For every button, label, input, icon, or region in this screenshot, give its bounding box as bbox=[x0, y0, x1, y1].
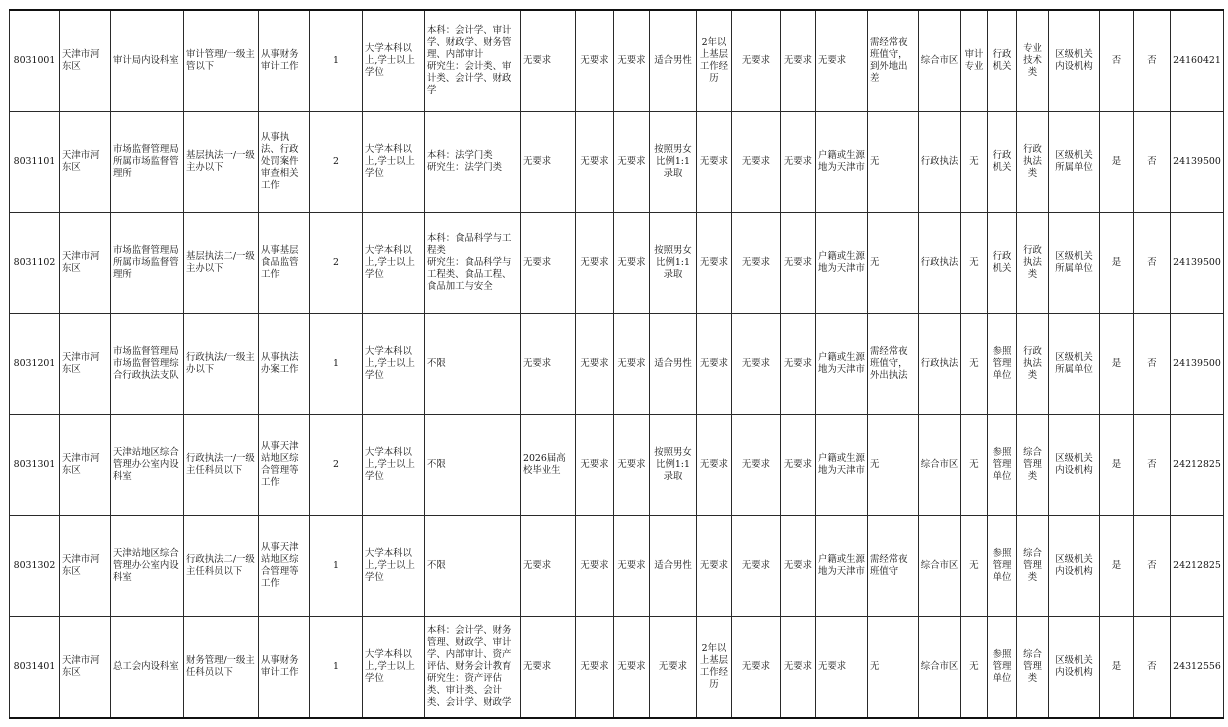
duties-cell: 从事天津站地区综合管理等工作 bbox=[259, 415, 310, 516]
flag-cell: 否 bbox=[1134, 10, 1171, 112]
district-cell: 天津市河东区 bbox=[60, 112, 111, 213]
other-conditions-cell: 无 bbox=[868, 617, 919, 719]
headcount-cell: 2 bbox=[310, 415, 363, 516]
flag-cell: 是 bbox=[1100, 213, 1134, 314]
exam-category-cell: 综合市区 bbox=[919, 516, 961, 617]
position-name-cell: 基层执法二/一级主办以下 bbox=[184, 213, 259, 314]
work-experience-cell: 无要求 bbox=[697, 314, 732, 415]
flag-cell: 是 bbox=[1100, 617, 1134, 719]
education-cell: 大学本科以上,学士以上学位 bbox=[363, 415, 425, 516]
other-conditions-cell: 无 bbox=[868, 112, 919, 213]
position-code-cell: 8031001 bbox=[10, 10, 60, 112]
table-row bbox=[10, 112, 1224, 213]
exam-category-cell: 综合市区 bbox=[919, 617, 961, 719]
organization-type-cell: 行政机关 bbox=[988, 112, 1017, 213]
requirement-cell: 无要求 bbox=[614, 112, 650, 213]
graduate-requirement-cell: 无要求 bbox=[521, 617, 576, 719]
major-requirement-cell: 不限 bbox=[425, 516, 521, 617]
organization-type-cell: 参照管理单位 bbox=[988, 314, 1017, 415]
position-code-cell: 8031102 bbox=[10, 213, 60, 314]
district-cell: 天津市河东区 bbox=[60, 314, 111, 415]
major-requirement-cell: 不限 bbox=[425, 314, 521, 415]
household-requirement-cell: 户籍或生源地为天津市 bbox=[816, 314, 868, 415]
flag-cell: 否 bbox=[1134, 516, 1171, 617]
other-conditions-cell: 无 bbox=[868, 415, 919, 516]
household-requirement-cell: 无要求 bbox=[816, 617, 868, 719]
flag-cell: 否 bbox=[1100, 10, 1134, 112]
contact-phone-cell: 24212825 bbox=[1171, 415, 1224, 516]
work-experience-cell: 2年以上基层工作经历 bbox=[697, 617, 732, 719]
exam-category-cell: 行政执法 bbox=[919, 112, 961, 213]
requirement-cell: 无要求 bbox=[732, 10, 781, 112]
district-cell: 天津市河东区 bbox=[60, 10, 111, 112]
organization-type-cell: 参照管理单位 bbox=[988, 516, 1017, 617]
table-row bbox=[10, 314, 1224, 415]
household-requirement-cell: 户籍或生源地为天津市 bbox=[816, 112, 868, 213]
contact-phone-cell: 24139500 bbox=[1171, 314, 1224, 415]
professional-exam-cell: 无 bbox=[961, 617, 988, 719]
unit-level-cell: 区级机关内设机构 bbox=[1049, 415, 1100, 516]
position-category-cell: 专业技术类 bbox=[1017, 10, 1049, 112]
duties-cell: 从事财务审计工作 bbox=[259, 617, 310, 719]
district-cell: 天津市河东区 bbox=[60, 415, 111, 516]
gender-requirement-cell: 无要求 bbox=[650, 617, 697, 719]
position-name-cell: 行政执法一/一级主任科员以下 bbox=[184, 415, 259, 516]
requirement-cell: 无要求 bbox=[614, 617, 650, 719]
requirement-cell: 无要求 bbox=[732, 112, 781, 213]
gender-requirement-cell: 按照男女比例1:1录取 bbox=[650, 415, 697, 516]
graduate-requirement-cell: 2026届高校毕业生 bbox=[521, 415, 576, 516]
professional-exam-cell: 无 bbox=[961, 112, 988, 213]
professional-exam-cell: 审计专业 bbox=[961, 10, 988, 112]
duties-cell: 从事财务审计工作 bbox=[259, 10, 310, 112]
recruiting-unit-cell: 天津站地区综合管理办公室内设科室 bbox=[111, 415, 184, 516]
position-category-cell: 综合管理类 bbox=[1017, 617, 1049, 719]
district-cell: 天津市河东区 bbox=[60, 516, 111, 617]
district-cell: 天津市河东区 bbox=[60, 213, 111, 314]
graduate-requirement-cell: 无要求 bbox=[521, 10, 576, 112]
exam-category-cell: 综合市区 bbox=[919, 10, 961, 112]
work-experience-cell: 无要求 bbox=[697, 415, 732, 516]
organization-type-cell: 参照管理单位 bbox=[988, 415, 1017, 516]
requirement-cell: 无要求 bbox=[614, 314, 650, 415]
position-name-cell: 审计管理/一级主管以下 bbox=[184, 10, 259, 112]
requirement-cell: 无要求 bbox=[781, 516, 816, 617]
household-requirement-cell: 无要求 bbox=[816, 10, 868, 112]
position-code-cell: 8031301 bbox=[10, 415, 60, 516]
district-cell: 天津市河东区 bbox=[60, 617, 111, 719]
unit-level-cell: 区级机关所属单位 bbox=[1049, 112, 1100, 213]
requirement-cell: 无要求 bbox=[732, 617, 781, 719]
recruiting-unit-cell: 总工会内设科室 bbox=[111, 617, 184, 719]
exam-category-cell: 行政执法 bbox=[919, 314, 961, 415]
work-experience-cell: 无要求 bbox=[697, 213, 732, 314]
unit-level-cell: 区级机关所属单位 bbox=[1049, 213, 1100, 314]
professional-exam-cell: 无 bbox=[961, 516, 988, 617]
work-experience-cell: 2年以上基层工作经历 bbox=[697, 10, 732, 112]
requirement-cell: 无要求 bbox=[781, 213, 816, 314]
unit-level-cell: 区级机关内设机构 bbox=[1049, 617, 1100, 719]
major-requirement-cell: 本科：法学门类 研究生：法学门类 bbox=[425, 112, 521, 213]
recruiting-unit-cell: 市场监督管理局所属市场监督管理所 bbox=[111, 112, 184, 213]
contact-phone-cell: 24160421 bbox=[1171, 10, 1224, 112]
table-row bbox=[10, 415, 1224, 516]
requirement-cell: 无要求 bbox=[576, 314, 614, 415]
requirement-cell: 无要求 bbox=[614, 213, 650, 314]
education-cell: 大学本科以上,学士以上学位 bbox=[363, 112, 425, 213]
position-code-cell: 8031101 bbox=[10, 112, 60, 213]
education-cell: 大学本科以上,学士以上学位 bbox=[363, 314, 425, 415]
position-code-cell: 8031201 bbox=[10, 314, 60, 415]
professional-exam-cell: 无 bbox=[961, 415, 988, 516]
recruiting-unit-cell: 天津站地区综合管理办公室内设科室 bbox=[111, 516, 184, 617]
position-category-cell: 行政执法类 bbox=[1017, 314, 1049, 415]
graduate-requirement-cell: 无要求 bbox=[521, 516, 576, 617]
recruitment-table bbox=[9, 9, 1224, 719]
graduate-requirement-cell: 无要求 bbox=[521, 314, 576, 415]
headcount-cell: 2 bbox=[310, 213, 363, 314]
requirement-cell: 无要求 bbox=[732, 516, 781, 617]
requirement-cell: 无要求 bbox=[614, 415, 650, 516]
headcount-cell: 1 bbox=[310, 10, 363, 112]
education-cell: 大学本科以上,学士以上学位 bbox=[363, 213, 425, 314]
requirement-cell: 无要求 bbox=[732, 314, 781, 415]
flag-cell: 否 bbox=[1134, 314, 1171, 415]
household-requirement-cell: 户籍或生源地为天津市 bbox=[816, 516, 868, 617]
contact-phone-cell: 24212825 bbox=[1171, 516, 1224, 617]
gender-requirement-cell: 按照男女比例1:1录取 bbox=[650, 112, 697, 213]
requirement-cell: 无要求 bbox=[614, 516, 650, 617]
organization-type-cell: 行政机关 bbox=[988, 10, 1017, 112]
requirement-cell: 无要求 bbox=[576, 415, 614, 516]
requirement-cell: 无要求 bbox=[781, 617, 816, 719]
major-requirement-cell: 不限 bbox=[425, 415, 521, 516]
table-row bbox=[10, 516, 1224, 617]
professional-exam-cell: 无 bbox=[961, 314, 988, 415]
requirement-cell: 无要求 bbox=[732, 415, 781, 516]
other-conditions-cell: 无 bbox=[868, 213, 919, 314]
position-code-cell: 8031302 bbox=[10, 516, 60, 617]
headcount-cell: 1 bbox=[310, 516, 363, 617]
household-requirement-cell: 户籍或生源地为天津市 bbox=[816, 415, 868, 516]
household-requirement-cell: 户籍或生源地为天津市 bbox=[816, 213, 868, 314]
organization-type-cell: 行政机关 bbox=[988, 213, 1017, 314]
graduate-requirement-cell: 无要求 bbox=[521, 213, 576, 314]
requirement-cell: 无要求 bbox=[614, 10, 650, 112]
unit-level-cell: 区级机关内设机构 bbox=[1049, 10, 1100, 112]
education-cell: 大学本科以上,学士以上学位 bbox=[363, 10, 425, 112]
work-experience-cell: 无要求 bbox=[697, 112, 732, 213]
headcount-cell: 1 bbox=[310, 314, 363, 415]
flag-cell: 是 bbox=[1100, 112, 1134, 213]
graduate-requirement-cell: 无要求 bbox=[521, 112, 576, 213]
table-row bbox=[10, 617, 1224, 719]
requirement-cell: 无要求 bbox=[732, 213, 781, 314]
requirement-cell: 无要求 bbox=[781, 112, 816, 213]
table-row bbox=[10, 10, 1224, 112]
position-category-cell: 综合管理类 bbox=[1017, 415, 1049, 516]
flag-cell: 否 bbox=[1134, 617, 1171, 719]
recruiting-unit-cell: 市场监督管理局所属市场监督管理所 bbox=[111, 213, 184, 314]
flag-cell: 是 bbox=[1100, 314, 1134, 415]
flag-cell: 否 bbox=[1134, 213, 1171, 314]
contact-phone-cell: 24139500 bbox=[1171, 112, 1224, 213]
headcount-cell: 1 bbox=[310, 617, 363, 719]
organization-type-cell: 参照管理单位 bbox=[988, 617, 1017, 719]
unit-level-cell: 区级机关内设机构 bbox=[1049, 516, 1100, 617]
duties-cell: 从事执法、行政处罚案件审查相关工作 bbox=[259, 112, 310, 213]
requirement-cell: 无要求 bbox=[781, 10, 816, 112]
contact-phone-cell: 24139500 bbox=[1171, 213, 1224, 314]
requirement-cell: 无要求 bbox=[576, 10, 614, 112]
flag-cell: 是 bbox=[1100, 516, 1134, 617]
recruiting-unit-cell: 市场监督管理局市场监督管理综合行政执法支队 bbox=[111, 314, 184, 415]
flag-cell: 是 bbox=[1100, 415, 1134, 516]
other-conditions-cell: 需经常夜班值守，到外地出差 bbox=[868, 10, 919, 112]
major-requirement-cell: 本科：食品科学与工程类 研究生：食品科学与工程类、食品工程、食品加工与安全 bbox=[425, 213, 521, 314]
contact-phone-cell: 24312556 bbox=[1171, 617, 1224, 719]
position-category-cell: 行政执法类 bbox=[1017, 213, 1049, 314]
position-category-cell: 行政执法类 bbox=[1017, 112, 1049, 213]
position-name-cell: 基层执法一/一级主办以下 bbox=[184, 112, 259, 213]
other-conditions-cell: 需经常夜班值守，外出执法 bbox=[868, 314, 919, 415]
position-code-cell: 8031401 bbox=[10, 617, 60, 719]
exam-category-cell: 综合市区 bbox=[919, 415, 961, 516]
gender-requirement-cell: 适合男性 bbox=[650, 314, 697, 415]
exam-category-cell: 行政执法 bbox=[919, 213, 961, 314]
duties-cell: 从事天津站地区综合管理等工作 bbox=[259, 516, 310, 617]
requirement-cell: 无要求 bbox=[576, 617, 614, 719]
headcount-cell: 2 bbox=[310, 112, 363, 213]
position-category-cell: 综合管理类 bbox=[1017, 516, 1049, 617]
duties-cell: 从事基层食品监管工作 bbox=[259, 213, 310, 314]
duties-cell: 从事执法办案工作 bbox=[259, 314, 310, 415]
gender-requirement-cell: 适合男性 bbox=[650, 10, 697, 112]
requirement-cell: 无要求 bbox=[576, 112, 614, 213]
flag-cell: 否 bbox=[1134, 415, 1171, 516]
position-name-cell: 行政执法/一级主办以下 bbox=[184, 314, 259, 415]
gender-requirement-cell: 适合男性 bbox=[650, 516, 697, 617]
major-requirement-cell: 本科：会计学、审计学、财政学、财务管理、内部审计 研究生：会计类、审计类、会计学、财政学 bbox=[425, 10, 521, 112]
unit-level-cell: 区级机关所属单位 bbox=[1049, 314, 1100, 415]
gender-requirement-cell: 按照男女比例1:1录取 bbox=[650, 213, 697, 314]
education-cell: 大学本科以上,学士以上学位 bbox=[363, 617, 425, 719]
position-name-cell: 行政执法二/一级主任科员以下 bbox=[184, 516, 259, 617]
flag-cell: 否 bbox=[1134, 112, 1171, 213]
professional-exam-cell: 无 bbox=[961, 213, 988, 314]
requirement-cell: 无要求 bbox=[576, 213, 614, 314]
education-cell: 大学本科以上,学士以上学位 bbox=[363, 516, 425, 617]
recruiting-unit-cell: 审计局内设科室 bbox=[111, 10, 184, 112]
requirement-cell: 无要求 bbox=[781, 314, 816, 415]
table-row bbox=[10, 213, 1224, 314]
major-requirement-cell: 本科：会计学、财务管理、财政学、审计学、内部审计、资产评估、财务会计教育 研究生：资产评估类、审计类、会计类、会计学、财政学 bbox=[425, 617, 521, 719]
position-name-cell: 财务管理/一级主任科员以下 bbox=[184, 617, 259, 719]
work-experience-cell: 无要求 bbox=[697, 516, 732, 617]
requirement-cell: 无要求 bbox=[576, 516, 614, 617]
requirement-cell: 无要求 bbox=[781, 415, 816, 516]
other-conditions-cell: 需经常夜班值守 bbox=[868, 516, 919, 617]
